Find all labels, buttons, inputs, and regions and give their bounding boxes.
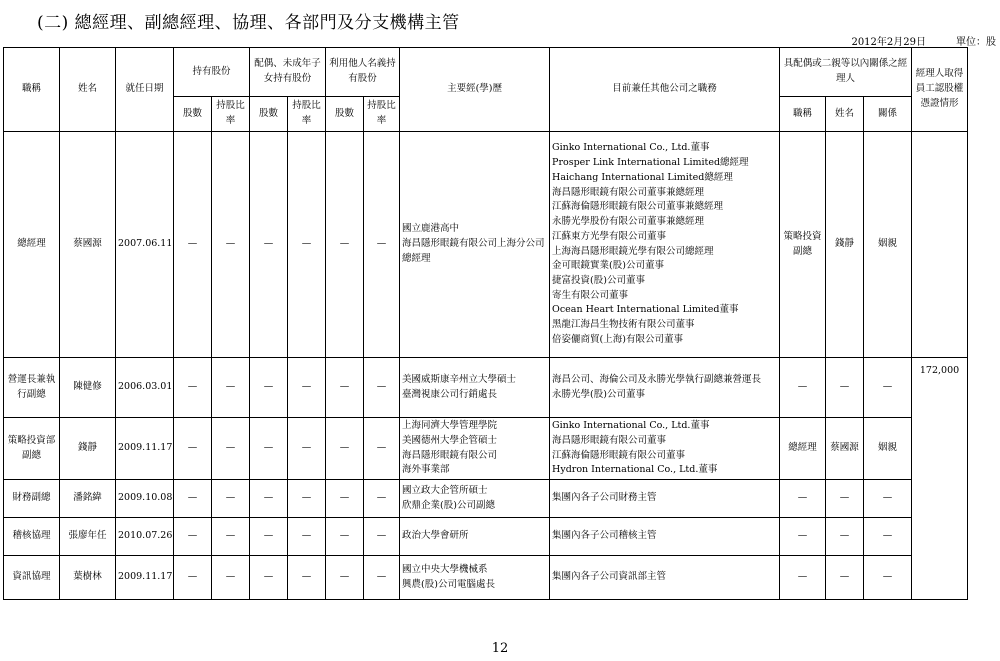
cell-rel-name: — [826, 358, 864, 418]
table-row [4, 358, 968, 418]
cell-shares-dash: — [326, 418, 364, 480]
cell-name: 錢靜 [60, 418, 116, 480]
cell-other-positions [550, 556, 780, 600]
cell-shares-dash: — [288, 556, 326, 600]
cell-shares-dash: — [326, 132, 364, 358]
managers-table [3, 47, 968, 600]
position-line: 海昌隱形眼鏡有限公司董事兼總經理 [552, 186, 705, 198]
cell-rel-name: 蔡國源 [826, 418, 864, 480]
cell-education [400, 480, 550, 518]
cell-start-date: 2006.03.01 [116, 358, 174, 418]
cell-rel-title: 策略投資副總 [780, 132, 826, 358]
header-rel-relation: 關係 [864, 97, 912, 132]
position-line: 江蘇東方光學有限公司董事 [552, 230, 667, 242]
cell-rel-title: — [780, 358, 826, 418]
cell-education [400, 132, 550, 358]
cell-education [400, 418, 550, 480]
cell-shares-dash: — [174, 418, 212, 480]
cell-rel-title: — [780, 480, 826, 518]
header-own-shares-count: 股數 [174, 97, 212, 132]
cell-name: 陳健修 [60, 358, 116, 418]
education-line: 國立鹿港高中 [402, 223, 460, 235]
header-start-date: 就任日期 [116, 48, 174, 132]
table-row [4, 132, 968, 358]
cell-shares-dash: — [364, 358, 400, 418]
education-line: 政治大學會研所 [402, 530, 469, 542]
cell-rel-relation: 姻親 [864, 418, 912, 480]
cell-shares-dash: — [212, 480, 250, 518]
cell-shares-dash: — [212, 132, 250, 358]
cell-start-date: 2009.11.17 [116, 556, 174, 600]
cell-rel-relation: — [864, 480, 912, 518]
cell-shares-dash: — [326, 518, 364, 556]
cell-shares-dash: — [326, 556, 364, 600]
education-line: 海昌隱形眼鏡有限公司 [402, 449, 498, 461]
cell-shares-dash: — [250, 358, 288, 418]
position-line: Ginko International Co., Ltd.董事 [552, 142, 710, 154]
cell-rel-name: — [826, 556, 864, 600]
header-own-shares-ratio: 持股比率 [212, 97, 250, 132]
cell-education [400, 358, 550, 418]
cell-shares-dash: — [364, 132, 400, 358]
header-rel-name: 姓名 [826, 97, 864, 132]
cell-title: 營運長兼執行副總 [4, 358, 60, 418]
cell-name: 張廖年任 [60, 518, 116, 556]
cell-shares-dash: — [212, 556, 250, 600]
cell-rel-name: 錢靜 [826, 132, 864, 358]
cell-shares-dash: — [250, 556, 288, 600]
position-line: Ocean Heart International Limited董事 [552, 304, 739, 316]
cell-title: 總經理 [4, 132, 60, 358]
cell-shares-dash: — [364, 556, 400, 600]
page-number: 12 [491, 641, 509, 656]
position-line: 寄生有限公司董事 [552, 289, 629, 301]
cell-rel-relation: 姻親 [864, 132, 912, 358]
cell-rel-relation: — [864, 518, 912, 556]
position-line: 江蘇海倫隱形眼鏡有限公司董事 [552, 449, 686, 461]
header-title: 職稱 [4, 48, 60, 132]
table-row [4, 556, 968, 600]
position-line: Hydron International Co., Ltd.董事 [552, 464, 718, 476]
cell-options-blank [912, 132, 968, 358]
cell-rel-relation: — [864, 556, 912, 600]
cell-rel-name: — [826, 518, 864, 556]
position-line: 集團內各子公司資訊部主管 [552, 571, 667, 583]
cell-shares-dash: — [326, 358, 364, 418]
position-line: 集團內各子公司財務主管 [552, 492, 657, 504]
position-line: 集團內各子公司稽核主管 [552, 530, 657, 542]
cell-other-positions [550, 480, 780, 518]
cell-shares-dash: — [212, 358, 250, 418]
header-relatives: 具配偶或二親等以內關係之經理人 [780, 48, 912, 97]
cell-rel-relation: — [864, 358, 912, 418]
cell-shares-dash: — [212, 418, 250, 480]
cell-shares-dash: — [250, 132, 288, 358]
position-line: Ginko International Co., Ltd.董事 [552, 420, 710, 432]
position-line: Haichang International Limited總經理 [552, 171, 733, 183]
position-line: Prosper Link International Limited總經理 [552, 157, 749, 169]
cell-shares-dash: — [288, 418, 326, 480]
education-line: 海外事業部 [402, 464, 450, 476]
position-line: 海昌隱形眼鏡有限公司董事 [552, 434, 667, 446]
page-title: (二) 總經理、副總經理、協理、各部門及分支機構主管 [37, 13, 460, 33]
cell-other-positions [550, 418, 780, 480]
cell-start-date: 2010.07.26 [116, 518, 174, 556]
cell-shares-dash: — [326, 480, 364, 518]
position-line: 永勝光學股份有限公司董事兼總經理 [552, 216, 705, 228]
cell-title: 策略投資部副總 [4, 418, 60, 480]
position-line: 永勝光學(股)公司董事 [552, 388, 645, 400]
cell-title: 財務副總 [4, 480, 60, 518]
position-line: 上海海昌隱形眼鏡光學有限公司總經理 [552, 245, 714, 257]
cell-title: 資訊協理 [4, 556, 60, 600]
unit-label: 單位：股 [956, 37, 996, 48]
position-line: 捷富投資(股)公司董事 [552, 274, 645, 286]
cell-other-positions [550, 132, 780, 358]
position-line: 倍姿儷商貿(上海)有限公司董事 [552, 333, 683, 345]
education-line: 上海同濟大學管理學院 [402, 420, 498, 432]
header-nominee-shares-count: 股數 [326, 97, 364, 132]
cell-name: 蔡國源 [60, 132, 116, 358]
cell-shares-dash: — [174, 358, 212, 418]
table-row [4, 480, 968, 518]
header-spouse-shares: 配偶、未成年子女持有股份 [250, 48, 326, 97]
header-nominee-shares: 利用他人名義持有股份 [326, 48, 400, 97]
position-line: 金可眼鏡實業(股)公司董事 [552, 260, 664, 272]
cell-shares-dash: — [288, 132, 326, 358]
cell-shares-dash: — [364, 418, 400, 480]
education-line: 美國德州大學企管碩士 [402, 434, 498, 446]
cell-rel-name: — [826, 480, 864, 518]
header-name: 姓名 [60, 48, 116, 132]
education-line: 臺灣視康公司行銷處長 [402, 388, 498, 400]
header-rel-title: 職稱 [780, 97, 826, 132]
header-nominee-shares-ratio: 持股比率 [364, 97, 400, 132]
cell-shares-dash: — [250, 418, 288, 480]
cell-shares-dash: — [288, 480, 326, 518]
header-spouse-shares-count: 股數 [250, 97, 288, 132]
cell-shares-dash: — [288, 358, 326, 418]
date-unit-line [851, 33, 996, 48]
cell-shares-dash: — [288, 518, 326, 556]
cell-shares-dash: — [174, 518, 212, 556]
cell-other-positions [550, 358, 780, 418]
education-line: 欣鼎企業(股)公司副總 [402, 499, 495, 511]
cell-name: 潘銘緯 [60, 480, 116, 518]
cell-options-total: 172,000 [912, 358, 968, 600]
education-line: 美國威斯康辛州立大學碩士 [402, 373, 517, 385]
header-options: 經理人取得員工認股權憑證情形 [912, 48, 968, 132]
managers-table-body [4, 132, 968, 600]
cell-shares-dash: — [250, 518, 288, 556]
cell-education [400, 556, 550, 600]
education-line: 國立政大企管所碩士 [402, 484, 488, 496]
table-row [4, 518, 968, 556]
cell-shares-dash: — [174, 132, 212, 358]
position-line: 黑龍江海昌生物技術有限公司董事 [552, 319, 695, 331]
cell-title: 稽核協理 [4, 518, 60, 556]
cell-rel-title: 總經理 [780, 418, 826, 480]
header-education: 主要經(學)歷 [400, 48, 550, 132]
cell-shares-dash: — [174, 556, 212, 600]
education-line: 國立中央大學機械系 [402, 563, 488, 575]
header-other-positions: 目前兼任其他公司之職務 [550, 48, 780, 132]
cell-start-date: 2009.11.17 [116, 418, 174, 480]
cell-shares-dash: — [212, 518, 250, 556]
cell-shares-dash: — [250, 480, 288, 518]
header-own-shares: 持有股份 [174, 48, 250, 97]
cell-start-date: 2007.06.11 [116, 132, 174, 358]
position-line: 海昌公司、海倫公司及永勝光學執行副總兼營運長 [552, 373, 762, 385]
education-line: 海昌隱形眼鏡有限公司上海分公司總經理 [402, 238, 545, 264]
header-spouse-shares-ratio: 持股比率 [288, 97, 326, 132]
position-line: 江蘇海倫隱形眼鏡有限公司董事兼總經理 [552, 201, 724, 213]
cell-start-date: 2009.10.08 [116, 480, 174, 518]
cell-shares-dash: — [364, 518, 400, 556]
cell-name: 葉樹林 [60, 556, 116, 600]
cell-shares-dash: — [174, 480, 212, 518]
cell-rel-title: — [780, 518, 826, 556]
report-date: 2012年2月29日 [851, 37, 926, 48]
education-line: 興農(股)公司電腦處長 [402, 578, 495, 590]
cell-other-positions [550, 518, 780, 556]
table-row [4, 418, 968, 480]
cell-shares-dash: — [364, 480, 400, 518]
cell-education [400, 518, 550, 556]
cell-rel-title: — [780, 556, 826, 600]
